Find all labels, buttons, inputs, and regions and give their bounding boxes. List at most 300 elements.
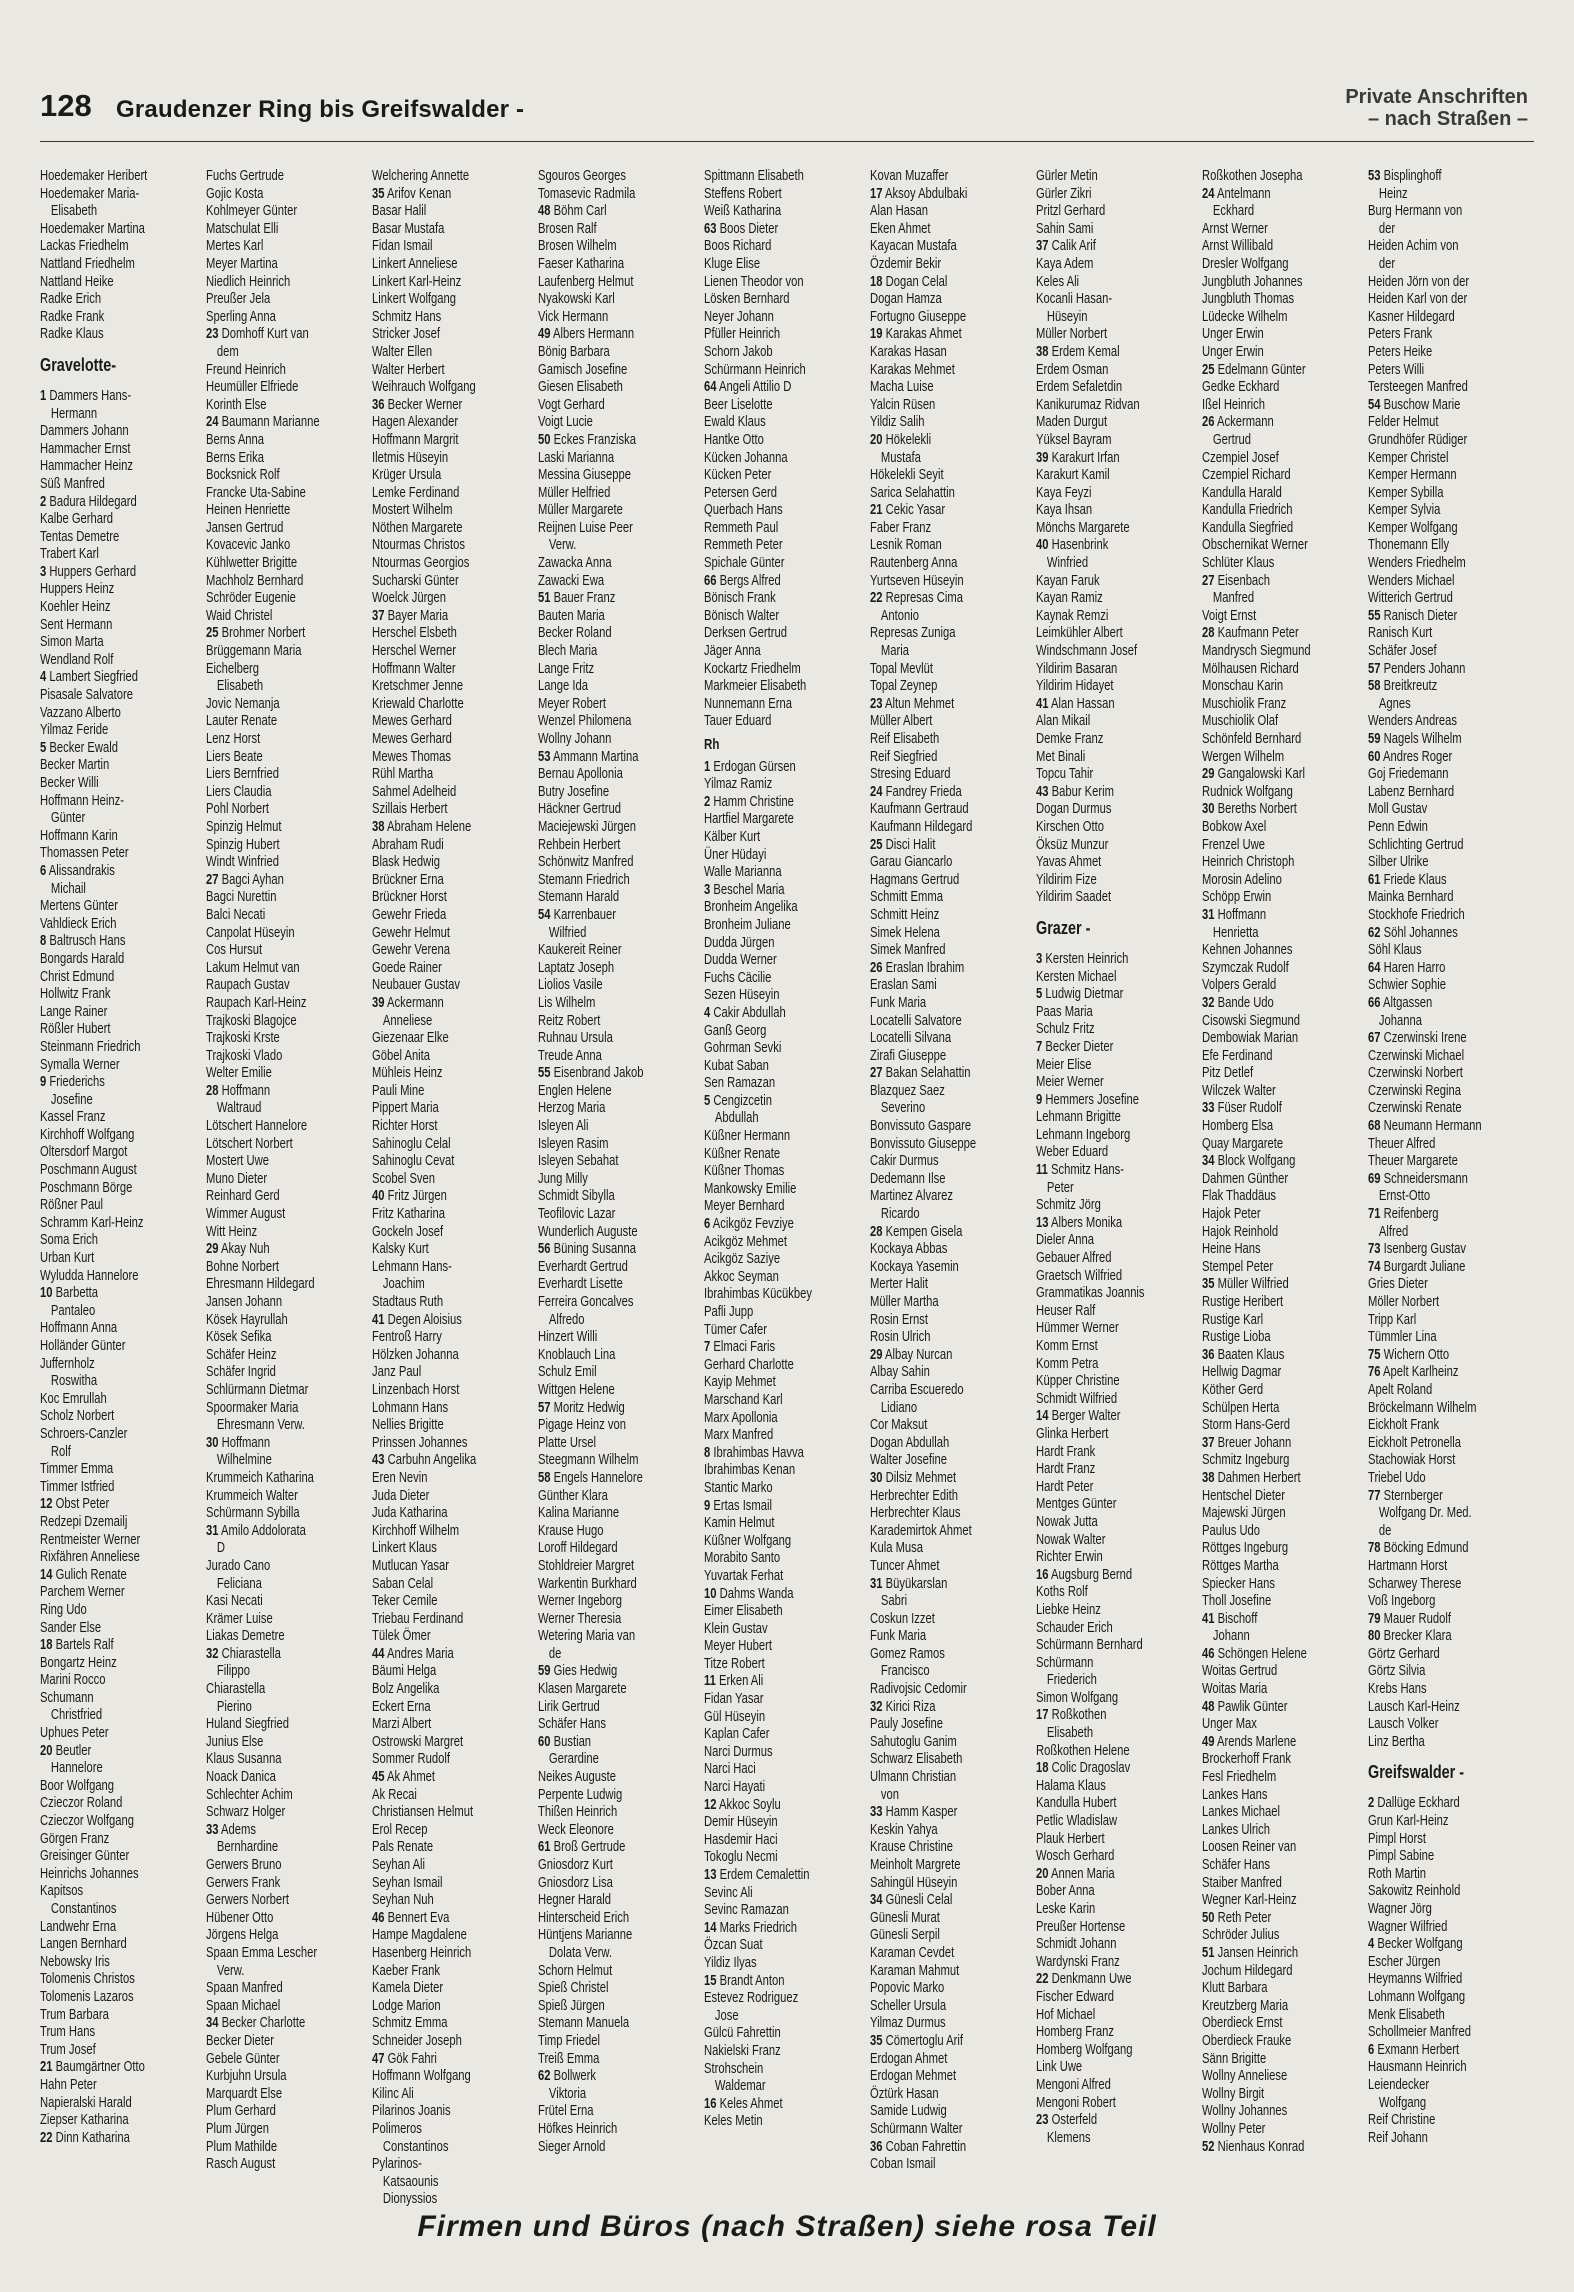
resident-name: Constantinos: [50, 1901, 117, 1917]
house-number: 1: [704, 758, 711, 775]
resident-entry: [206, 1945, 328, 1963]
resident-entry: [538, 1945, 660, 1963]
resident-entry: [704, 397, 826, 415]
resident-name: Gniosdorz Kurt: [538, 1857, 613, 1873]
resident-entry: [40, 1373, 162, 1391]
house-number: 43: [372, 1452, 385, 1469]
resident-entry: [1036, 1813, 1158, 1831]
resident-entry: [704, 414, 826, 432]
resident-entry: [40, 2112, 162, 2130]
resident-name: Flak Thaddäus: [1202, 1188, 1277, 1205]
resident-entry: [372, 1030, 494, 1048]
resident-entry: [1202, 1153, 1324, 1171]
house-number: 18: [1036, 1760, 1049, 1777]
resident-name: Krause Hugo: [538, 1522, 604, 1539]
resident-name: Freund Heinrich: [206, 361, 286, 378]
resident-entry: [1036, 749, 1158, 767]
resident-entry: [206, 801, 328, 819]
resident-name: Peters Frank: [1368, 326, 1433, 343]
resident-entry: [40, 757, 162, 775]
resident-entry: [206, 1576, 328, 1594]
resident-name: Dammers Johann: [40, 423, 129, 440]
resident-entry: [1368, 942, 1490, 960]
resident-entry: [40, 669, 162, 687]
resident-entry: [206, 1628, 328, 1646]
resident-entry: [206, 1188, 328, 1206]
house-number: 34: [1202, 1153, 1215, 1170]
resident-entry: [870, 1945, 992, 1963]
resident-entry: [1036, 1672, 1158, 1690]
resident-name: Lehmann Brigitte: [1036, 1109, 1121, 1126]
resident-entry: [1368, 485, 1490, 503]
resident-name: Schönwitz Manfred: [538, 854, 634, 871]
resident-name: Hollwitz Frank: [40, 986, 111, 1003]
resident-entry: [538, 274, 660, 292]
resident-entry: [1202, 1435, 1324, 1453]
resident-entry: [538, 1998, 660, 2016]
resident-entry: [372, 485, 494, 503]
resident-name: Bongards Harald: [40, 950, 125, 967]
resident-entry: [206, 1910, 328, 1928]
resident-name: Schäfer Hans: [538, 1716, 607, 1733]
resident-entry: [206, 274, 328, 292]
house-number: 35: [372, 185, 385, 202]
resident-name: Jose: [714, 2007, 739, 2024]
resident-name: Albers Monika: [1051, 1214, 1123, 1231]
resident-name: Akkoc Soylu: [719, 1796, 781, 1813]
resident-entry: [40, 863, 162, 881]
resident-entry: [870, 502, 992, 520]
resident-name: Albay Nurcan: [885, 1346, 953, 1363]
resident-name: Lakum Helmut van: [206, 959, 300, 976]
resident-entry: [40, 986, 162, 1004]
resident-name: Sternberger: [1383, 1487, 1443, 1504]
resident-name: Mostert Uwe: [206, 1153, 269, 1170]
resident-entry: [372, 2015, 494, 2033]
section-tag: [1345, 86, 1528, 130]
resident-name: Eimer Elisabeth: [704, 1603, 783, 1620]
resident-name: Simek Helena: [870, 924, 940, 941]
resident-name: Kilinc Ali: [372, 2085, 414, 2102]
resident-entry: [1036, 969, 1158, 987]
resident-name: Erdogan Gürsen: [713, 758, 796, 775]
resident-entry: [1202, 1523, 1324, 1541]
resident-name: Teofilovic Lazar: [538, 1206, 616, 1223]
resident-name: Huppers Heinz: [40, 581, 115, 598]
resident-entry: [1202, 713, 1324, 731]
resident-entry: [1202, 1083, 1324, 1101]
resident-entry: [1036, 1971, 1158, 1989]
resident-name: Janz Paul: [372, 1364, 422, 1381]
resident-name: Trum Josef: [40, 2041, 96, 2058]
resident-name: Pippert Maria: [372, 1100, 439, 1117]
resident-entry: [704, 168, 826, 186]
resident-name: Leimkühler Albert: [1036, 625, 1123, 642]
resident-entry: [1202, 238, 1324, 256]
resident-entry: [538, 2121, 660, 2139]
resident-entry: [1036, 1567, 1158, 1585]
resident-entry: [538, 1787, 660, 1805]
resident-name: Mewes Gerhard: [372, 713, 452, 730]
resident-name: Obschernikat Werner: [1202, 537, 1308, 554]
resident-entry: [704, 1410, 826, 1428]
resident-entry: [704, 759, 826, 777]
resident-entry: [704, 847, 826, 865]
house-number: 3: [40, 563, 47, 580]
resident-entry: [704, 1673, 826, 1691]
resident-entry: [704, 1357, 826, 1375]
resident-entry: [704, 432, 826, 450]
resident-entry: [870, 1171, 992, 1189]
resident-entry: [40, 581, 162, 599]
resident-name: Füser Rudolf: [1217, 1100, 1282, 1117]
resident-name: Schürmann Walter: [870, 2120, 963, 2137]
resident-entry: [870, 520, 992, 538]
resident-name: Walter Ellen: [372, 343, 433, 360]
resident-name: Hümmer Werner: [1036, 1320, 1119, 1337]
resident-entry: [1202, 274, 1324, 292]
resident-name: Schöpp Erwin: [1202, 889, 1272, 906]
house-number: 19: [870, 326, 883, 343]
resident-name: Seyhan Ismail: [372, 1874, 443, 1891]
resident-name: Liers Bernfried: [206, 766, 280, 783]
resident-name: Bonvissuto Giuseppe: [870, 1135, 977, 1152]
resident-entry: [372, 1083, 494, 1101]
resident-entry: [372, 1312, 494, 1330]
resident-entry: [1036, 1162, 1158, 1180]
resident-entry: [870, 1751, 992, 1769]
resident-name: Schramm Karl-Heinz: [40, 1214, 144, 1231]
resident-entry: [1368, 1866, 1490, 1884]
resident-entry: [1368, 995, 1490, 1013]
resident-name: Seyhan Nuh: [372, 1892, 434, 1909]
resident-entry: [372, 2174, 494, 2192]
resident-entry: [372, 1804, 494, 1822]
resident-entry: [1368, 344, 1490, 362]
resident-name: Boos Richard: [704, 238, 772, 255]
resident-entry: [704, 987, 826, 1005]
resident-entry: [40, 2024, 162, 2042]
house-number: 44: [372, 1645, 385, 1662]
resident-name: Tentas Demetre: [40, 528, 120, 545]
resident-entry: [870, 1188, 992, 1206]
resident-name: Mewes Thomas: [372, 748, 452, 765]
house-number: 20: [40, 1742, 53, 1759]
resident-name: Paas Maria: [1036, 1003, 1093, 1020]
resident-name: Frenzel Uwe: [1202, 836, 1266, 853]
resident-name: Meier Werner: [1036, 1074, 1104, 1091]
resident-entry: [1202, 1470, 1324, 1488]
resident-name: Vahldieck Erich: [40, 915, 117, 932]
resident-name: Pfüller Heinrich: [704, 326, 781, 343]
resident-name: Welter Emilie: [206, 1065, 272, 1082]
resident-name: Yüksel Bayram: [1036, 431, 1112, 448]
resident-name: Lemke Ferdinand: [372, 484, 460, 501]
resident-entry: [1036, 168, 1158, 186]
resident-name: Scharwey Therese: [1368, 1575, 1462, 1592]
resident-entry: [870, 256, 992, 274]
resident-name: Reth Peter: [1217, 1909, 1272, 1926]
house-number: 23: [1036, 2112, 1049, 2129]
resident-entry: [206, 1065, 328, 1083]
resident-name: Karrenbauer: [553, 906, 617, 923]
resident-entry: [206, 326, 328, 344]
resident-name: Ißel Heinrich: [1202, 396, 1266, 413]
resident-name: Krummeich Katharina: [206, 1469, 314, 1486]
resident-entry: [206, 2051, 328, 2069]
resident-name: Lausch Karl-Heinz: [1368, 1698, 1460, 1715]
resident-name: Kreutzberg Maria: [1202, 1997, 1289, 2014]
house-number: 74: [1368, 1258, 1381, 1275]
resident-name: Labenz Bernhard: [1368, 783, 1455, 800]
resident-name: Friederichs: [49, 1074, 105, 1091]
resident-name: Timmer Istfried: [40, 1478, 115, 1495]
resident-name: Wollny Johannes: [1202, 2103, 1288, 2120]
resident-entry: [1036, 1320, 1158, 1338]
resident-entry: [1368, 537, 1490, 555]
resident-name: Grundhöfer Rüdiger: [1368, 431, 1468, 448]
resident-name: Topal Zeynep: [870, 678, 938, 695]
resident-entry: [704, 1902, 826, 1920]
resident-entry: [1368, 1831, 1490, 1849]
resident-entry: [538, 731, 660, 749]
resident-name: Bergs Alfred: [719, 572, 781, 589]
resident-entry: [206, 573, 328, 591]
resident-entry: [1036, 432, 1158, 450]
resident-name: Sander Else: [40, 1619, 102, 1636]
resident-entry: [704, 274, 826, 292]
resident-name: Rautenberg Anna: [870, 555, 958, 572]
resident-entry: [1202, 432, 1324, 450]
resident-name: Lirik Gertrud: [538, 1698, 600, 1715]
resident-name: Linkert Karl-Heinz: [372, 273, 462, 290]
resident-entry: [372, 1188, 494, 1206]
resident-entry: [40, 494, 162, 512]
resident-entry: [1202, 1540, 1324, 1558]
resident-entry: [40, 1144, 162, 1162]
resident-name: Zawacka Anna: [538, 555, 612, 572]
resident-entry: [372, 678, 494, 696]
resident-entry: [704, 625, 826, 643]
resident-name: Warkentin Burkhard: [538, 1575, 637, 1592]
resident-entry: [206, 1100, 328, 1118]
resident-name: Homberg Wolfgang: [1036, 2041, 1133, 2058]
resident-entry: [538, 450, 660, 468]
resident-name: Trum Barbara: [40, 2006, 109, 2023]
resident-name: Raupach Gustav: [206, 977, 290, 994]
resident-name: Heuser Ralf: [1036, 1302, 1096, 1319]
resident-entry: [1036, 1778, 1158, 1796]
resident-entry: [1368, 1646, 1490, 1664]
resident-name: Simon Marta: [40, 634, 104, 651]
resident-name: Kemper Sybilla: [1368, 484, 1444, 501]
resident-name: Dieler Anna: [1036, 1232, 1095, 1249]
resident-name: Garau Giancarlo: [870, 854, 953, 871]
resident-name: Knoblauch Lina: [538, 1346, 616, 1363]
resident-name: Antonio: [880, 607, 919, 624]
resident-name: Hüseyin: [1046, 308, 1088, 325]
resident-name: Weihrauch Wolfgang: [372, 379, 476, 396]
resident-entry: [40, 617, 162, 635]
resident-name: Möller Norbert: [1368, 1294, 1440, 1310]
house-number: 66: [1368, 994, 1381, 1011]
resident-name: Kassel Franz: [40, 1109, 106, 1126]
resident-name: Hoffmann Walter: [372, 660, 456, 677]
resident-entry: [538, 1329, 660, 1347]
resident-name: Komm Ernst: [1036, 1338, 1098, 1354]
resident-name: Klein Gustav: [704, 1620, 768, 1637]
resident-entry: [372, 696, 494, 714]
resident-name: Dresler Wolfgang: [1202, 255, 1289, 272]
resident-entry: [704, 1955, 826, 1973]
resident-name: Hökelekli: [885, 431, 932, 448]
resident-entry: [1202, 221, 1324, 239]
resident-entry: [1368, 1241, 1490, 1259]
resident-name: Hinterscheid Erich: [538, 1909, 630, 1926]
resident-entry: [1202, 502, 1324, 520]
resident-name: Keskin Yahya: [870, 1821, 938, 1838]
resident-name: Yavas Ahmet: [1036, 854, 1102, 871]
resident-name: Spieß Christel: [538, 1980, 609, 1997]
resident-name: der: [1378, 255, 1396, 272]
resident-entry: [704, 1621, 826, 1639]
resident-entry: [206, 221, 328, 239]
resident-entry: [1368, 1065, 1490, 1083]
resident-name: Gerhard Charlotte: [704, 1356, 794, 1373]
resident-entry: [704, 537, 826, 555]
resident-entry: [206, 1083, 328, 1101]
resident-entry: [206, 1875, 328, 1893]
resident-name: Baaten Klaus: [1217, 1346, 1285, 1363]
resident-name: Boos Dieter: [719, 220, 779, 237]
resident-entry: [1202, 379, 1324, 397]
resident-name: Verw.: [548, 537, 577, 554]
resident-entry: [206, 1241, 328, 1259]
resident-name: Lienen Theodor von: [704, 273, 804, 290]
resident-entry: [704, 1761, 826, 1779]
resident-name: Sieger Arnold: [538, 2138, 606, 2155]
resident-entry: [704, 1656, 826, 1674]
resident-name: Schmitt Emma: [870, 889, 943, 906]
resident-entry: [538, 414, 660, 432]
resident-entry: [1368, 221, 1490, 239]
resident-entry: [538, 1065, 660, 1083]
house-number: 25: [1202, 361, 1215, 378]
resident-name: Alfred: [1378, 1223, 1409, 1240]
resident-entry: [1202, 766, 1324, 784]
resident-name: Scheller Ursula: [870, 1997, 947, 2014]
resident-name: Holländer Günter: [40, 1338, 126, 1354]
resident-entry: [1368, 291, 1490, 309]
resident-name: Plum Mathilde: [206, 2138, 278, 2155]
house-number: 41: [372, 1311, 385, 1328]
resident-entry: [704, 811, 826, 829]
resident-entry: [372, 414, 494, 432]
resident-entry: [372, 309, 494, 327]
resident-entry: [1202, 1822, 1324, 1840]
resident-name: Dedemann Ilse: [870, 1170, 946, 1187]
resident-name: Gürler Metin: [1036, 168, 1098, 184]
resident-name: Hoffmann: [221, 1082, 271, 1099]
resident-name: Sahingül Hüseyin: [870, 1874, 958, 1891]
resident-name: Söhl Johannes: [1383, 924, 1458, 941]
resident-entry: [206, 1734, 328, 1752]
resident-entry: [704, 1462, 826, 1480]
resident-name: Kanikurumaz Ridvan: [1036, 396, 1140, 413]
resident-name: Kalina Marianne: [538, 1505, 620, 1522]
resident-entry: [870, 678, 992, 696]
resident-entry: [1368, 678, 1490, 696]
resident-entry: [372, 1048, 494, 1066]
resident-entry: [870, 1611, 992, 1629]
resident-entry: [1368, 1329, 1490, 1347]
house-number: 58: [538, 1469, 551, 1486]
resident-name: Krebs Hans: [1368, 1681, 1427, 1698]
resident-entry: [1202, 854, 1324, 872]
resident-name: Gerwers Norbert: [206, 1892, 289, 1909]
resident-entry: [870, 1646, 992, 1664]
resident-name: Sarica Selahattin: [870, 484, 955, 501]
house-number: 2: [40, 493, 47, 510]
resident-name: Plauk Herbert: [1036, 1830, 1105, 1847]
resident-name: Symalla Werner: [40, 1056, 120, 1073]
resident-entry: [870, 414, 992, 432]
resident-name: Arends Marlene: [1217, 1733, 1297, 1750]
resident-name: Czempiel Josef: [1202, 449, 1279, 466]
resident-entry: [870, 2156, 992, 2174]
resident-entry: [870, 1364, 992, 1382]
resident-entry: [870, 1663, 992, 1681]
resident-name: Wunderlich Auguste: [538, 1223, 638, 1240]
resident-name: Dogan Durmus: [1036, 801, 1112, 818]
resident-entry: [538, 1048, 660, 1066]
resident-name: Erdem Kemal: [1051, 343, 1120, 360]
resident-name: Cor Maksut: [870, 1417, 928, 1434]
resident-entry: [1036, 1866, 1158, 1884]
resident-entry: [870, 854, 992, 872]
resident-entry: [40, 775, 162, 793]
resident-name: Rustige Lioba: [1202, 1329, 1271, 1346]
resident-name: Kandulla Siegfried: [1202, 519, 1294, 536]
resident-entry: [870, 731, 992, 749]
resident-entry: [870, 625, 992, 643]
resident-entry: [1036, 1584, 1158, 1602]
resident-name: Hamm Christine: [713, 793, 794, 810]
resident-entry: [40, 1584, 162, 1602]
resident-entry: [704, 467, 826, 485]
resident-entry: [372, 1364, 494, 1382]
resident-name: Plum Gerhard: [206, 2103, 276, 2120]
resident-entry: [40, 1021, 162, 1039]
resident-entry: [704, 1269, 826, 1287]
resident-entry: [206, 1980, 328, 1998]
resident-entry: [1368, 1294, 1490, 1312]
resident-name: Manfred: [1212, 590, 1255, 607]
resident-name: Gohrman Sevki: [704, 1040, 782, 1057]
resident-name: Meyer Bernhard: [704, 1198, 785, 1215]
resident-name: Cakir Durmus: [870, 1153, 939, 1170]
resident-entry: [870, 819, 992, 837]
resident-name: Goede Rainer: [372, 959, 442, 976]
resident-name: Schneider Joseph: [372, 2032, 462, 2049]
resident-name: Peter: [1046, 1179, 1074, 1196]
resident-name: Bolz Angelika: [372, 1681, 440, 1698]
resident-name: Koehler Heinz: [40, 599, 111, 616]
resident-entry: [870, 1787, 992, 1805]
resident-name: Nagels Wilhelm: [1383, 731, 1462, 747]
resident-entry: [1368, 696, 1490, 714]
resident-entry: [870, 749, 992, 767]
